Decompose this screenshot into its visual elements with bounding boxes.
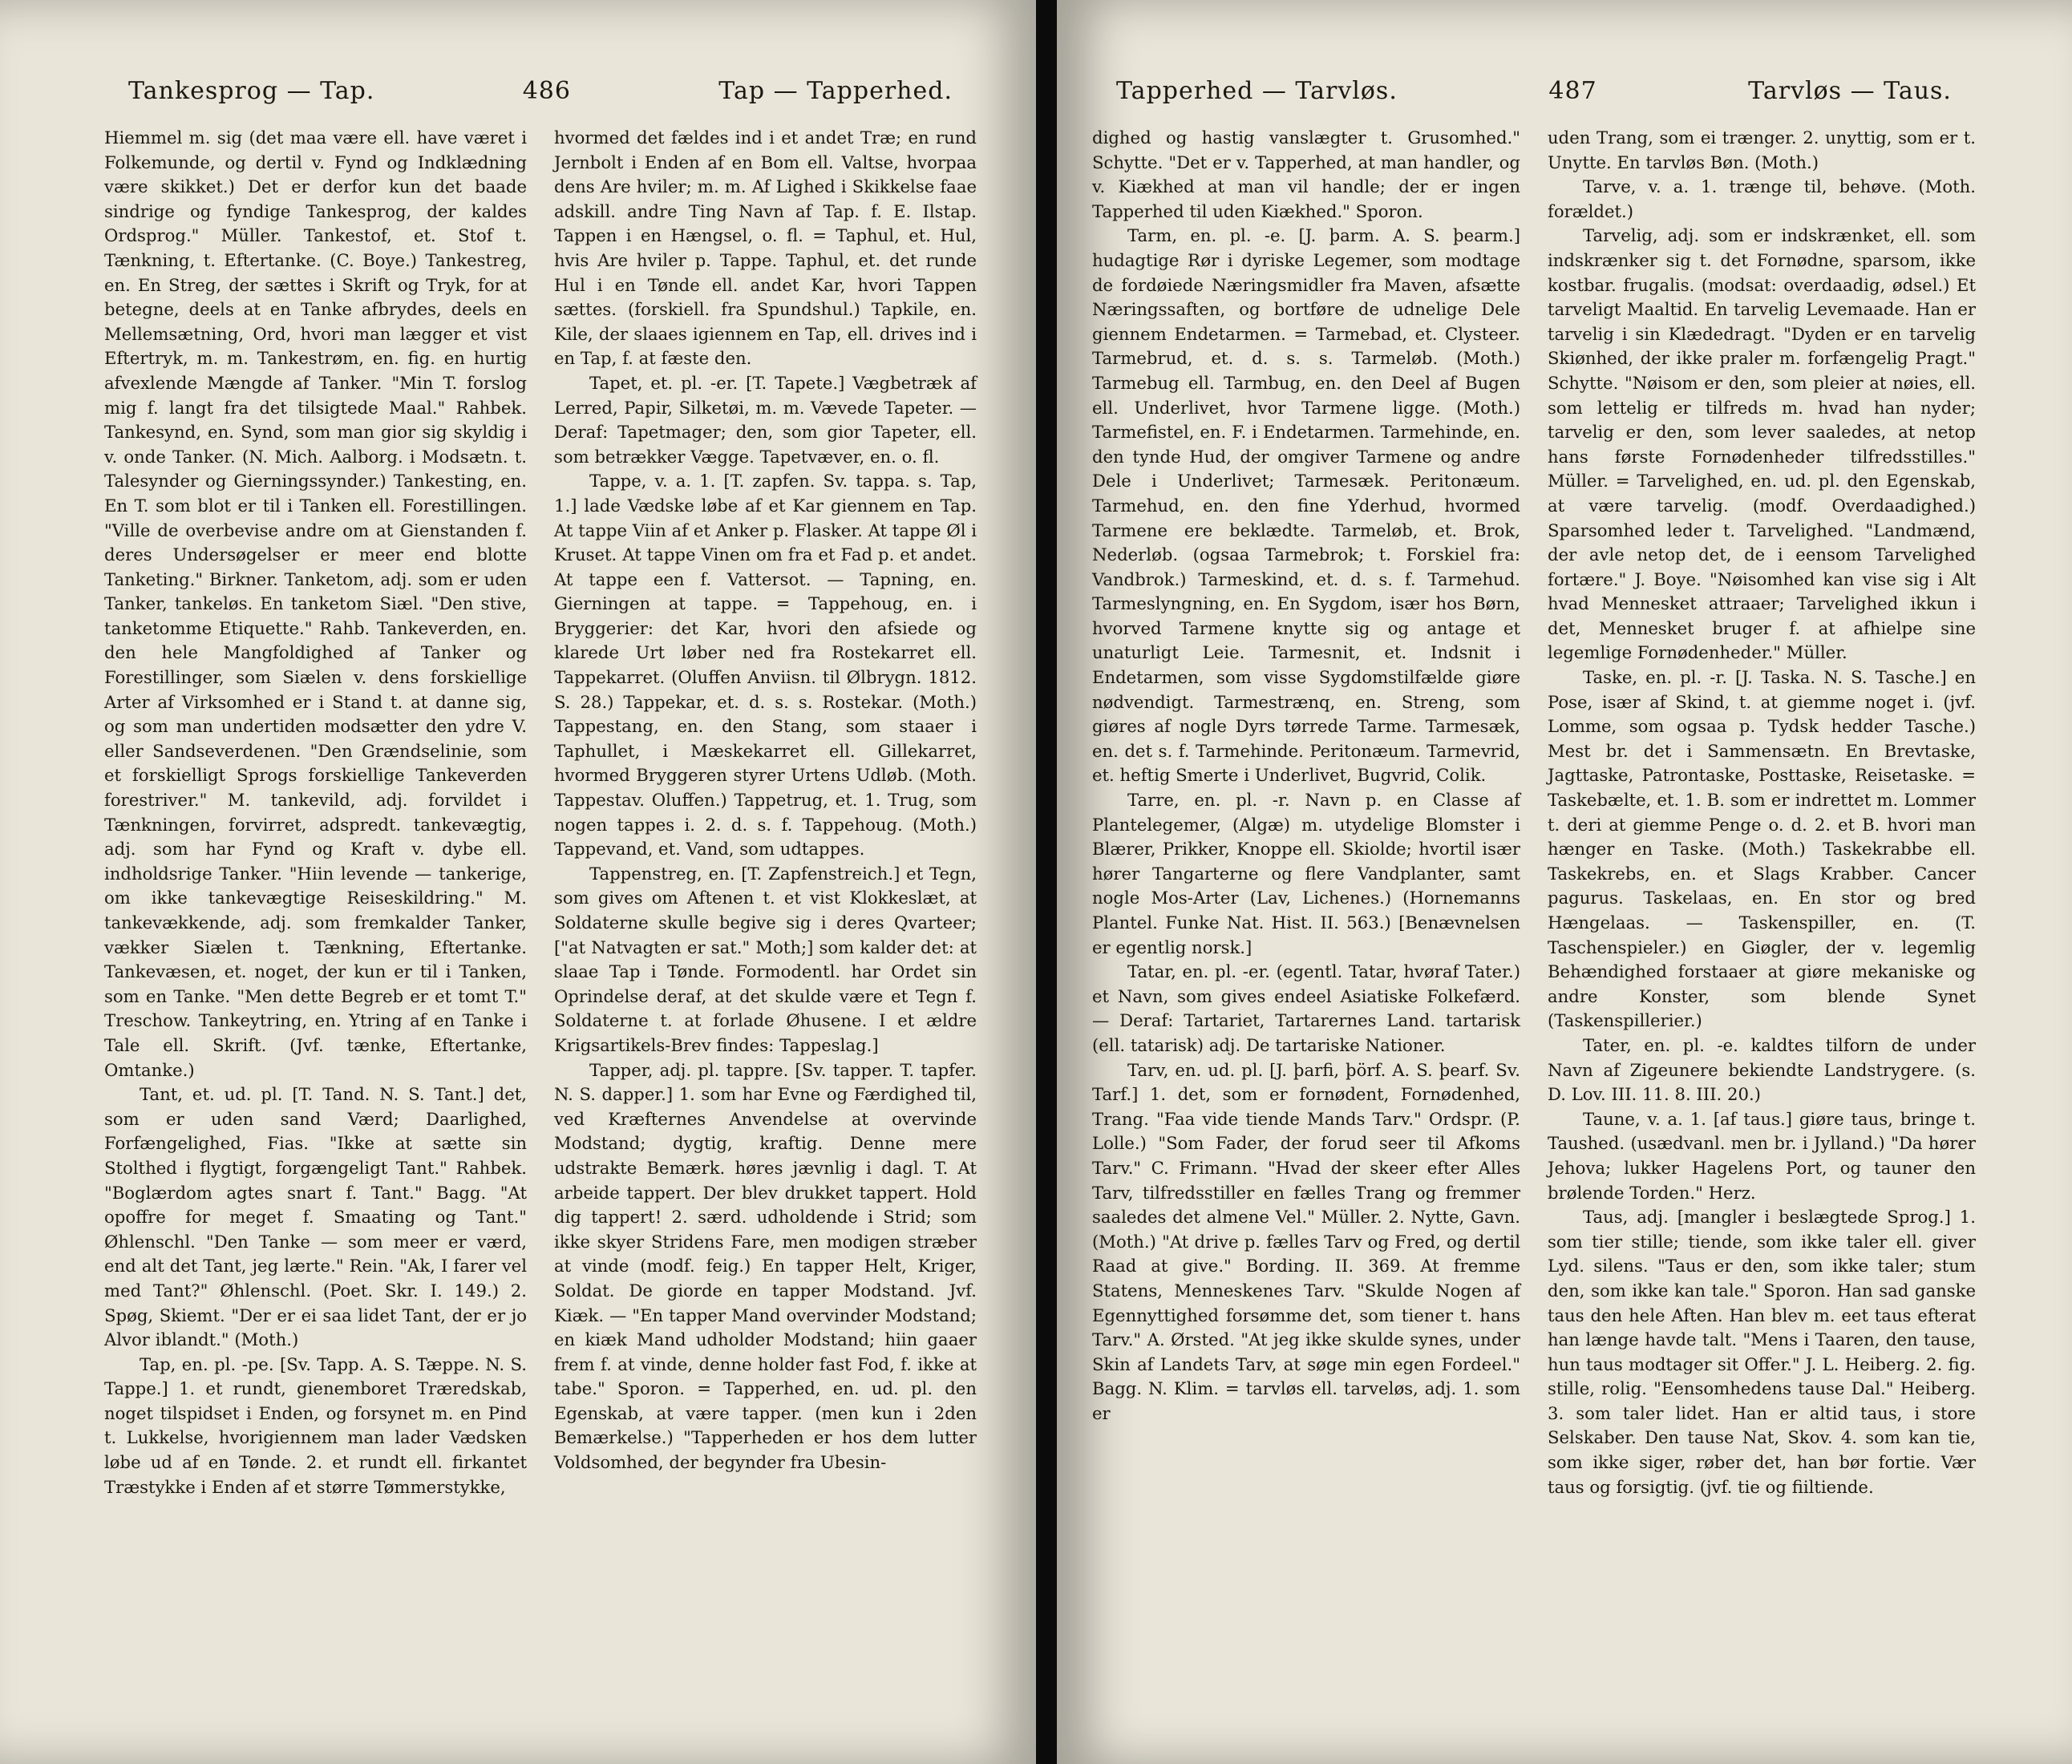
header-right-guide: Tarvløs — Taus. <box>1748 77 1952 105</box>
header-left-guide: Tapperhed — Tarvløs. <box>1116 77 1398 105</box>
paragraph: dighed og hastig vanslægter t. Grusomhed." Schytte. "Det er v. Tapperhed, at man handler, og v. Kiækhed at man vil handle; der er ingen Tapperhed til uden Kiækhed." Sporon. <box>1092 127 1520 221</box>
paragraph: Taune, v. a. 1. [af taus.] giøre taus, bringe t. Taushed. (usædvanl. men br. i Jylland.) "Da hører Jehova; lukker Hagelens Port, og tauner den brølende Torden." Herz. <box>1548 1108 1976 1203</box>
paragraph: Tappenstreg, en. [T. Zapfenstreich.] et Tegn, som gives om Aftenen t. et vist Klokkeslæt, at Soldaterne skulle begive sig i deres Qvarteer; ["at Natvagten er sat." Moth;] som kalder det: at slaae Tap i Tønde. Formodentl. har Ordet sin Oprindelse deraf, at det skulde være et Tegn f. Soldaterne t. at forlade Øhusene. I et ældre Krigsartikels-Brev findes: Tappeslag.] <box>554 863 977 1055</box>
paragraph: Taske, en. pl. -r. [J. Taska. N. S. Tasche.] en Pose, især af Skind, t. at giemme noget i. (jvf. Lomme, som ogsaa p. Tydsk hedder Tasche.) Mest br. det i Sammensætn. En Brevtaske, Jagttaske, Patrontaske, Posttaske, Reisetaske. = Taskebælte, et. 1. B. som er indrettet m. Lommer t. deri at giemme Penge o. d. 2. et B. hvori man hænger en Taske. (Moth.) Taskekrabbe ell. Taskekrebs, en. et Slags Krabber. Cancer pagurus. Taskelaas, en. En stor og bred Hængelaas. — Taskenspiller, en. (T. Taschenspieler.) en Giøgler, der v. legemlig Behændighed forstaaer at giøre mekaniske og andre Konster, som blende Synet (Taskenspillerier.) <box>1548 667 1976 1031</box>
paragraph: Tant, et. ud. pl. [T. Tand. N. S. Tant.] det, som er uden sand Værd; Daarlighed, Forfængelighed, Fias. "Ikke at sætte sin Stolthed i flygtigt, forgængeligt Tant." Rahbek. "Boglærdom agtes snart f. Tant." Bagg. "At opoffre for meget f. Smaating og Tant." Øhlenschl. "Den Tanke — som meer er værd, end alt det Tant, jeg lærte." Rein. "Ak, I farer vel med Tant?" Øhlenschl. (Poet. Skr. I. 149.) 2. Spøg, Skiemt. "Der er ei saa lidet Tant, der er jo Alvor iblandt." (Moth.) <box>104 1084 527 1350</box>
paragraph: hvormed det fældes ind i et andet Træ; en rund Jernbolt i Enden af en Bom ell. Valtse, hvorpaa dens Are hviler; m. m. Af Lighed i Skikkelse faae adskill. andre Ting Navn af Tap. f. E. Ilstap. Tappen i en Hængsel, o. fl. = Taphul, et. Hul, hvis Are hviler p. Tappe. Taphul, et. det runde Hul i en Tønde ell. andet Kar, hvori Tappen sættes. (forskiell. fra Spundshul.) Tapkile, en. Kile, der slaaes igiennem en Tap, ell. drives ind i en Tap, f. at fæste den. <box>554 127 977 369</box>
running-head-right <box>1092 77 1976 105</box>
paragraph: Tap, en. pl. -pe. [Sv. Tapp. A. S. Tæppe. N. S. Tappe.] 1. et rundt, gienemboret Træredskab, noget tilspidset i Enden, og forsynet m. en Pind t. Lukkelse, hvorigiennem man lader Vædsken løbe ud af en Tønde. 2. et rundt ell. firkantet Træstykke i Enden af et større Tømmerstykke, <box>104 1353 527 1497</box>
right-page <box>1057 0 2072 1764</box>
column-1 <box>104 126 527 1499</box>
paragraph: Tarv, en. ud. pl. [J. þarfi, þörf. A. S. þearf. Sv. Tarf.] 1. det, som er fornødent, Fornødenhed, Trang. "Faa vide tiende Mands Tarv." Ordspr. (P. Lolle.) "Som Fader, der forud seer til Afkoms Tarv." C. Frimann. "Hvad der skeer efter Alles Tarv, tilfredsstiller en fælles Trang og fremmer saaledes det almene Vel." Müller. 2. Nytte, Gavn. (Moth.) "At drive p. fælles Tarv og Fred, og dertil Raad at give." Bording. II. 369. At fremme Statens, Menneskenes Tarv. "Skulde Nogen af Egennyttighed forsømme det, som tiener t. hans Tarv." A. Ørsted. "At jeg ikke skulde synes, under Skin af Landets Tarv, at søge min egen Fordeel." Bagg. N. Klim. = tarvløs ell. tarveløs, adj. 1. som er <box>1092 1059 1520 1423</box>
page-number: 486 <box>522 77 571 105</box>
running-head-left <box>104 77 977 105</box>
paragraph: Tater, en. pl. -e. kaldtes tilforn de under Navn af Zigeunere bekiendte Landstrygere. (s. D. Lov. III. 11. 8. III. 20.) <box>1548 1034 1976 1105</box>
paragraph: Tappe, v. a. 1. [T. zapfen. Sv. tappa. s. Tap, 1.] lade Vædske løbe af et Kar giennem en Tap. At tappe Viin af et Anker p. Flasker. At tappe Øl i Kruset. At tappe Vinen om fra et Fad p. et andet. At tappe een f. Vattersot. — Tapning, en. Gierningen at tappe. = Tappehoug, en. i Bryggerier: det Kar, hvori den afsiede og klarede Urt løber ned fra Rostekarret ell. Tappekarret. (Oluffen Anviisn. til Ølbrygn. 1812. S. 28.) Tappekar, et. d. s. s. Rostekar. (Moth.) Tappestang, en. den Stang, som staaer i Taphullet, i Mæskekarret ell. Gillekarret, hvormed Bryggeren styrer Urtens Udløb. (Moth. Tappestav. Oluffen.) Tappetrug, et. 1. Trug, som nogen tappes i. 2. d. s. f. Tappehoug. (Moth.) Tappevand, et. Vand, som udtappes. <box>554 471 977 860</box>
paragraph: Tarre, en. pl. -r. Navn p. en Classe af Plantelegemer, (Algæ) m. utydelige Blomster i Blærer, Prikker, Knoppe ell. Skiolde; hvortil især hører Tangarterne og flere Vandplanter, samt nogle Mos-Arter (Lav, Lichenes.) (Hornemanns Plantel. Funke Nat. Hist. II. 563.) [Benævnelsen er egentlig norsk.] <box>1092 790 1520 957</box>
header-left-guide: Tankesprog — Tap. <box>128 77 375 105</box>
header-right-guide: Tap — Tapperhed. <box>718 77 953 105</box>
text-columns <box>104 126 977 1499</box>
paragraph: Tarm, en. pl. -e. [J. þarm. A. S. þearm.] hudagtige Rør i dyriske Legemer, som modtage de fordøiede Næringsmidler fra Maven, afsætte Næringssaften, og bortføre de udnelige Dele giennem Endetarmen. = Tarmebad, et. Clysteer. Tarmebrud, et. d. s. s. Tarmeløb. (Moth.) Tarmebug ell. Tarmbug, en. den Deel af Bugen ell. Underlivet, hvor Tarmene ligge. (Moth.) Tarmefistel, en. F. i Endetarmen. Tarmehinde, en. den tynde Hud, der omgiver Tarmene og andre Dele i Underlivet; Tarmesæk. Peritonæum. Tarmehud, en. den fine Yderhud, hvormed Tarmene ere beklædte. Tarmeløb, et. Brok, Nederløb. (ogsaa Tarmebrok; t. Forskiel fra: Vandbrok.) Tarmeskind, et. d. s. f. Tarmehud. Tarmeslyngning, en. En Sygdom, især hos Børn, hvorved Tarmene knytte sig og antage et unaturligt Leie. Tarmesnit, et. Indsnit i Endetarmen, som visse Sygdomstilfælde giøre nødvendigt. Tarmestrænq, en. Streng, som giøres af nogle Dyrs tørrede Tarme. Tarmesæk, en. det s. f. Tarmehinde. Peritonæum. Tarmevrid, et. heftig Smerte i Underlivet, Bugvrid, Colik. <box>1092 225 1520 786</box>
paragraph: Hiemmel m. sig (det maa være ell. have været i Folkemunde, og dertil v. Fynd og Indklædning være skikket.) Det er derfor kun det baade sindrige og fyndige Tankesprog, der kaldes Ordsprog." Müller. Tankestof, et. Stof t. Tænkning, t. Eftertanke. (C. Boye.) Tankestreg, en. En Streg, der sættes i Skrift og Tryk, for at betegne, deels at en Tanke afbrydes, deels en Mellemsætning, Ord, hvori man lægger et vist Eftertryk, m. m. Tankestrøm, en. fig. en hurtig afvexlende Mængde af Tanker. "Min T. forslog mig f. langt fra det tilsigtede Maal." Rahbek. Tankesynd, en. Synd, som man gior sig skyldig i v. onde Tanker. (N. Mich. Aalborg. i Modsætn. t. Talesynder og Gierningssynder.) Tankesting, en. En T. som blot er til i Tanken ell. Forestillingen. "Ville de overbevise andre om at Gienstanden f. deres Undersøgelser er meer end blotte Tanketing." Birkner. Tanketom, adj. som er uden Tanker, tankeløs. En tanketom Siæl. "Den stive, tanketomme Etiquette." Rahb. Tankeverden, en. den hele Mangfoldighed af Tanker og Forestillinger, som Siælen v. dens forskiellige Arter af Virksomhed er i Stand t. at danne sig, og som man undertiden modsætter den ydre V. eller Sandseverdenen. "Den Grændselinie, som et forskielligt Sprogs forskiellige Tankeverden forestriver." M. tankevild, adj. forvildet i Tænkningen, forvirret, adspredt. tankevægtig, adj. som har Fynd og Kraft v. dybe ell. indholdsrige Tanker. "Hiin levende — tankerige, om ikke tankevægtige Reiseskildring." M. tankevækkende, adj. som fremkalder Tanker, vækker Siælen t. Tænkning, Eftertanke. Tankevæsen, et. noget, der kun er til i Tanken, som en Tanke. "Men dette Begreb er et tomt T." Treschow. Tankeytring, en. Ytring af en Tanke i Tale ell. Skrift. (Jvf. tænke, Eftertanke, Omtanke.) <box>104 127 527 1080</box>
column-1 <box>1092 126 1520 1499</box>
paragraph: Tapper, adj. pl. tappre. [Sv. tapper. T. tapfer. N. S. dapper.] 1. som har Evne og Færdighed til, ved Kræfternes Anvendelse at overvinde Modstand; dygtig, kraftig. Denne mere udstrakte Bemærk. høres jævnlig i dagl. T. At arbeide tappert. Der blev drukket tappert. Hold dig tappert! 2. særd. udholdende i Strid; som ikke skyer Stridens Fare, men modigen stræber at vinde (modf. feig.) En tapper Helt, Kriger, Soldat. De giorde en tapper Modstand. Jvf. Kiæk. — "En tapper Mand overvinder Modstand; en kiæk Mand udholder Modstand; hiin gaaer frem f. at vinde, denne holder fast Fod, f. ikke at tabe." Sporon. = Tapperhed, en. ud. pl. den Egenskab, at være tapper. (men kun i 2den Bemærkelse.) "Tapperheden er hos dem lutter Voldsomhed, der begynder fra Ubesin- <box>554 1059 977 1473</box>
column-2 <box>554 126 977 1499</box>
paragraph: Tarvelig, adj. som er indskrænket, ell. som indskrænker sig t. det Fornødne, sparsom, ikke kostbar. frugalis. (modsat: overdaadig, ødsel.) Et tarveligt Maaltid. En tarvelig Levemaade. Han er tarvelig i sin Klædedragt. "Dyden er en tarvelig Skiønhed, der ikke praler m. forfængelig Pragt." Schytte. "Nøisom er den, som pleier at nøies, ell. som lettelig er tilfreds m. hvad han nyder; tarvelig er den, som lever saaledes, at netop hans første Fornødenheder tilfredsstilles." Müller. = Tarvelighed, en. ud. pl. den Egenskab, at være tarvelig. (modf. Overdaadighed.) Sparsomhed leder t. Tarvelighed. "Landmænd, der avle netop det, de i eensom Tarvelighed fortære." J. Boye. "Nøisomhed kan vise sig i Alt hvad Mennesket attraaer; Tarvelighed ikkun i det, Mennesket bruger f. at afhielpe sine legemlige Fornødenheder." Müller. <box>1548 225 1976 663</box>
column-2 <box>1548 126 1976 1499</box>
paragraph: uden Trang, som ei trænger. 2. unyttig, som er t. Unytte. En tarvløs Bøn. (Moth.) <box>1548 127 1976 172</box>
text-columns <box>1092 126 1976 1499</box>
paragraph: Tapet, et. pl. -er. [T. Tapete.] Vægbetræk af Lerred, Papir, Silketøi, m. m. Vævede Tapeter. — Deraf: Tapetmager; den, som gior Tapeter, ell. som betrækker Vægge. Tapetvæver, en. o. fl. <box>554 372 977 467</box>
paragraph: Tarve, v. a. 1. trænge til, behøve. (Moth. forældet.) <box>1548 176 1976 221</box>
page-number: 487 <box>1548 77 1597 105</box>
paragraph: Tatar, en. pl. -er. (egentl. Tatar, hvøraf Tater.) et Navn, som gives endeel Asiatiske Folkefærd. — Deraf: Tartariet, Tartarernes Land. tartarisk (ell. tatarisk) adj. De tartariske Nationer. <box>1092 961 1520 1055</box>
paragraph: Taus, adj. [mangler i beslægtede Sprog.] 1. som tier stille; tiende, som ikke taler ell. giver Lyd. silens. "Taus er den, som ikke taler; stum den, som ikke kan tale." Sporon. Han sad ganske taus den hele Aften. Han blev m. eet taus efterat han længe havde talt. "Mens i Taaren, den tause, hun taus modtager sit Offer." J. L. Heiberg. 2. fig. stille, rolig. "Eensomhedens tause Dal." Heiberg. 3. som taler lidet. Han er altid taus, i store Selskaber. Den tause Nat, Skov. 4. som kan tie, som ikke siger, røber det, han bør fortie. Vær taus og forsigtig. (jvf. tie og fiiltiende. <box>1548 1207 1976 1497</box>
